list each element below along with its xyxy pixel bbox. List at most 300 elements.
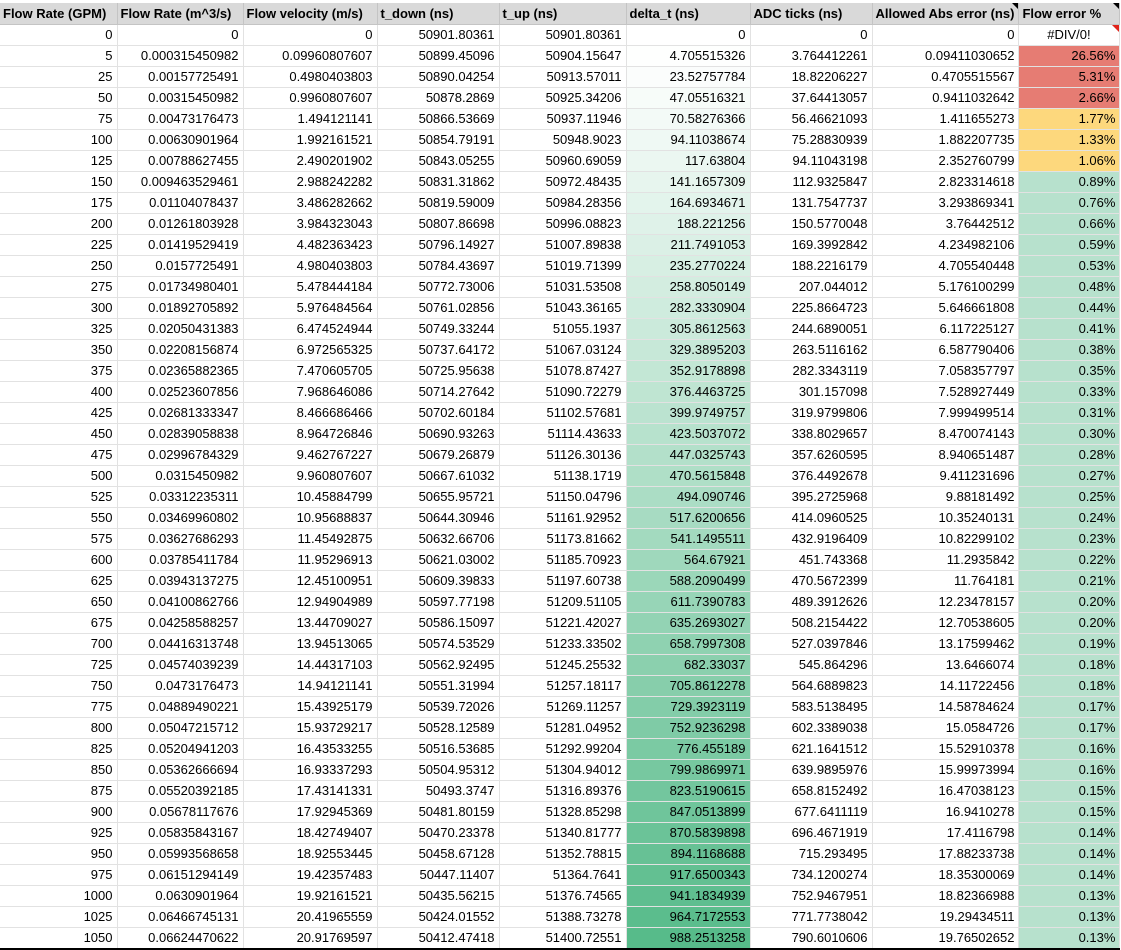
cell-flow-error-percent[interactable] [1019, 529, 1120, 550]
cell-t-down[interactable] [377, 151, 499, 172]
cell-flow-rate-m3s[interactable] [117, 256, 243, 277]
cell-t-up[interactable] [499, 802, 626, 823]
cell-flow-velocity[interactable] [243, 571, 377, 592]
cell-adc-ticks[interactable] [750, 382, 872, 403]
cell-adc-ticks[interactable] [750, 907, 872, 928]
cell-allowed-abs-error[interactable] [872, 172, 1019, 193]
cell-allowed-abs-error[interactable] [872, 340, 1019, 361]
cell-allowed-abs-error[interactable] [872, 109, 1019, 130]
cell-delta-t[interactable] [626, 928, 750, 950]
cell-flow-rate-gpm[interactable] [0, 235, 117, 256]
cell-flow-velocity[interactable] [243, 508, 377, 529]
cell-flow-error-percent[interactable] [1019, 739, 1120, 760]
cell-flow-rate-gpm[interactable] [0, 571, 117, 592]
cell-t-down[interactable] [377, 361, 499, 382]
cell-t-up[interactable] [499, 928, 626, 950]
cell-t-up[interactable] [499, 193, 626, 214]
cell-t-down[interactable] [377, 907, 499, 928]
cell-flow-rate-gpm[interactable] [0, 109, 117, 130]
cell-flow-rate-m3s[interactable] [117, 718, 243, 739]
cell-delta-t[interactable] [626, 592, 750, 613]
cell-adc-ticks[interactable] [750, 508, 872, 529]
cell-flow-rate-gpm[interactable] [0, 508, 117, 529]
cell-allowed-abs-error[interactable] [872, 718, 1019, 739]
cell-delta-t[interactable] [626, 382, 750, 403]
cell-delta-t[interactable] [626, 172, 750, 193]
cell-flow-velocity[interactable] [243, 256, 377, 277]
cell-t-up[interactable] [499, 172, 626, 193]
cell-delta-t[interactable] [626, 340, 750, 361]
cell-t-down[interactable] [377, 298, 499, 319]
cell-flow-rate-gpm[interactable] [0, 739, 117, 760]
cell-delta-t[interactable] [626, 151, 750, 172]
cell-flow-velocity[interactable] [243, 928, 377, 950]
cell-flow-velocity[interactable] [243, 529, 377, 550]
cell-flow-rate-m3s[interactable] [117, 109, 243, 130]
cell-flow-rate-gpm[interactable] [0, 445, 117, 466]
cell-t-up[interactable] [499, 214, 626, 235]
cell-flow-rate-m3s[interactable] [117, 172, 243, 193]
cell-t-down[interactable] [377, 760, 499, 781]
cell-adc-ticks[interactable] [750, 193, 872, 214]
cell-delta-t[interactable] [626, 886, 750, 907]
cell-flow-error-percent[interactable] [1019, 151, 1120, 172]
cell-t-up[interactable] [499, 844, 626, 865]
cell-flow-rate-m3s[interactable] [117, 67, 243, 88]
cell-flow-error-percent[interactable] [1019, 361, 1120, 382]
cell-flow-velocity[interactable] [243, 739, 377, 760]
cell-t-up[interactable] [499, 424, 626, 445]
cell-t-up[interactable] [499, 739, 626, 760]
cell-flow-error-percent[interactable] [1019, 823, 1120, 844]
cell-flow-velocity[interactable] [243, 802, 377, 823]
cell-flow-rate-m3s[interactable] [117, 928, 243, 950]
cell-flow-error-percent[interactable] [1019, 466, 1120, 487]
column-header-t-down[interactable]: t_down (ns) [377, 3, 499, 25]
cell-allowed-abs-error[interactable] [872, 214, 1019, 235]
cell-flow-rate-m3s[interactable] [117, 655, 243, 676]
cell-delta-t[interactable] [626, 865, 750, 886]
cell-flow-error-percent[interactable] [1019, 424, 1120, 445]
cell-flow-rate-m3s[interactable] [117, 319, 243, 340]
column-header-t-up[interactable]: t_up (ns) [499, 3, 626, 25]
cell-delta-t[interactable] [626, 214, 750, 235]
cell-delta-t[interactable] [626, 844, 750, 865]
cell-flow-rate-m3s[interactable] [117, 46, 243, 67]
cell-flow-error-percent[interactable] [1019, 592, 1120, 613]
column-header-allowed-abs-error[interactable]: Allowed Abs error (ns) [872, 3, 1019, 25]
cell-flow-error-percent[interactable] [1019, 403, 1120, 424]
cell-flow-rate-m3s[interactable] [117, 802, 243, 823]
cell-flow-rate-m3s[interactable] [117, 529, 243, 550]
cell-t-down[interactable] [377, 697, 499, 718]
cell-flow-rate-gpm[interactable] [0, 382, 117, 403]
cell-flow-error-percent[interactable] [1019, 865, 1120, 886]
cell-flow-rate-m3s[interactable] [117, 508, 243, 529]
cell-allowed-abs-error[interactable] [872, 298, 1019, 319]
cell-t-down[interactable] [377, 235, 499, 256]
cell-adc-ticks[interactable] [750, 760, 872, 781]
cell-t-down[interactable] [377, 613, 499, 634]
cell-allowed-abs-error[interactable] [872, 781, 1019, 802]
cell-t-down[interactable] [377, 46, 499, 67]
cell-flow-velocity[interactable] [243, 67, 377, 88]
cell-flow-rate-gpm[interactable] [0, 214, 117, 235]
cell-t-up[interactable] [499, 550, 626, 571]
cell-t-down[interactable] [377, 886, 499, 907]
cell-t-up[interactable] [499, 403, 626, 424]
cell-flow-error-percent[interactable] [1019, 298, 1120, 319]
cell-flow-rate-gpm[interactable] [0, 151, 117, 172]
cell-t-up[interactable] [499, 382, 626, 403]
cell-flow-velocity[interactable] [243, 130, 377, 151]
cell-adc-ticks[interactable] [750, 487, 872, 508]
cell-flow-rate-m3s[interactable] [117, 88, 243, 109]
cell-t-down[interactable] [377, 550, 499, 571]
cell-flow-error-percent[interactable] [1019, 46, 1120, 67]
cell-adc-ticks[interactable] [750, 25, 872, 46]
cell-flow-rate-m3s[interactable] [117, 676, 243, 697]
cell-flow-velocity[interactable] [243, 151, 377, 172]
cell-flow-rate-m3s[interactable] [117, 613, 243, 634]
cell-flow-velocity[interactable] [243, 298, 377, 319]
cell-flow-rate-m3s[interactable] [117, 25, 243, 46]
cell-flow-rate-m3s[interactable] [117, 487, 243, 508]
cell-adc-ticks[interactable] [750, 151, 872, 172]
cell-t-up[interactable] [499, 67, 626, 88]
cell-flow-rate-m3s[interactable] [117, 781, 243, 802]
cell-flow-rate-gpm[interactable] [0, 46, 117, 67]
cell-allowed-abs-error[interactable] [872, 424, 1019, 445]
cell-flow-velocity[interactable] [243, 361, 377, 382]
cell-flow-rate-gpm[interactable] [0, 886, 117, 907]
cell-t-up[interactable] [499, 823, 626, 844]
cell-flow-velocity[interactable] [243, 109, 377, 130]
cell-flow-velocity[interactable] [243, 613, 377, 634]
cell-flow-velocity[interactable] [243, 214, 377, 235]
cell-adc-ticks[interactable] [750, 109, 872, 130]
cell-t-down[interactable] [377, 781, 499, 802]
cell-flow-rate-gpm[interactable] [0, 907, 117, 928]
cell-allowed-abs-error[interactable] [872, 844, 1019, 865]
cell-t-up[interactable] [499, 697, 626, 718]
cell-delta-t[interactable] [626, 256, 750, 277]
cell-allowed-abs-error[interactable] [872, 130, 1019, 151]
cell-flow-rate-m3s[interactable] [117, 340, 243, 361]
cell-delta-t[interactable] [626, 571, 750, 592]
cell-adc-ticks[interactable] [750, 823, 872, 844]
cell-t-up[interactable] [499, 676, 626, 697]
cell-t-up[interactable] [499, 46, 626, 67]
cell-flow-error-percent[interactable] [1019, 718, 1120, 739]
cell-flow-rate-gpm[interactable] [0, 781, 117, 802]
cell-t-up[interactable] [499, 907, 626, 928]
cell-flow-velocity[interactable] [243, 823, 377, 844]
cell-delta-t[interactable] [626, 319, 750, 340]
cell-adc-ticks[interactable] [750, 424, 872, 445]
cell-allowed-abs-error[interactable] [872, 277, 1019, 298]
cell-t-down[interactable] [377, 634, 499, 655]
cell-t-up[interactable] [499, 445, 626, 466]
cell-delta-t[interactable] [626, 88, 750, 109]
cell-flow-error-percent[interactable] [1019, 277, 1120, 298]
cell-flow-error-percent[interactable] [1019, 634, 1120, 655]
cell-flow-velocity[interactable] [243, 88, 377, 109]
cell-flow-error-percent[interactable] [1019, 340, 1120, 361]
cell-flow-rate-m3s[interactable] [117, 424, 243, 445]
cell-flow-rate-m3s[interactable] [117, 361, 243, 382]
cell-flow-error-percent[interactable] [1019, 67, 1120, 88]
cell-t-up[interactable] [499, 571, 626, 592]
cell-allowed-abs-error[interactable] [872, 319, 1019, 340]
cell-t-down[interactable] [377, 529, 499, 550]
cell-adc-ticks[interactable] [750, 697, 872, 718]
cell-flow-rate-gpm[interactable] [0, 424, 117, 445]
cell-delta-t[interactable] [626, 403, 750, 424]
cell-adc-ticks[interactable] [750, 214, 872, 235]
cell-flow-rate-gpm[interactable] [0, 277, 117, 298]
cell-allowed-abs-error[interactable] [872, 508, 1019, 529]
cell-t-up[interactable] [499, 109, 626, 130]
cell-allowed-abs-error[interactable] [872, 592, 1019, 613]
cell-delta-t[interactable] [626, 718, 750, 739]
cell-allowed-abs-error[interactable] [872, 655, 1019, 676]
cell-t-down[interactable] [377, 445, 499, 466]
cell-flow-rate-gpm[interactable] [0, 193, 117, 214]
column-header-flow-error-percent[interactable]: Flow error % [1019, 3, 1120, 25]
column-header-adc-ticks[interactable]: ADC ticks (ns) [750, 3, 872, 25]
cell-allowed-abs-error[interactable] [872, 739, 1019, 760]
cell-delta-t[interactable] [626, 781, 750, 802]
cell-flow-error-percent[interactable] [1019, 25, 1120, 46]
cell-delta-t[interactable] [626, 760, 750, 781]
cell-flow-velocity[interactable] [243, 886, 377, 907]
cell-t-up[interactable] [499, 319, 626, 340]
cell-flow-error-percent[interactable] [1019, 571, 1120, 592]
cell-allowed-abs-error[interactable] [872, 886, 1019, 907]
cell-t-down[interactable] [377, 592, 499, 613]
cell-flow-rate-m3s[interactable] [117, 382, 243, 403]
cell-flow-velocity[interactable] [243, 487, 377, 508]
cell-flow-error-percent[interactable] [1019, 382, 1120, 403]
cell-flow-error-percent[interactable] [1019, 802, 1120, 823]
cell-flow-error-percent[interactable] [1019, 655, 1120, 676]
cell-flow-velocity[interactable] [243, 550, 377, 571]
cell-allowed-abs-error[interactable] [872, 823, 1019, 844]
cell-flow-error-percent[interactable] [1019, 697, 1120, 718]
cell-flow-rate-gpm[interactable] [0, 130, 117, 151]
cell-flow-rate-gpm[interactable] [0, 802, 117, 823]
cell-t-up[interactable] [499, 361, 626, 382]
cell-flow-velocity[interactable] [243, 466, 377, 487]
cell-t-down[interactable] [377, 865, 499, 886]
cell-allowed-abs-error[interactable] [872, 88, 1019, 109]
column-header-flow-rate-gpm[interactable]: Flow Rate (GPM) [0, 3, 117, 25]
cell-delta-t[interactable] [626, 823, 750, 844]
cell-delta-t[interactable] [626, 67, 750, 88]
cell-flow-rate-m3s[interactable] [117, 466, 243, 487]
cell-delta-t[interactable] [626, 655, 750, 676]
cell-flow-velocity[interactable] [243, 634, 377, 655]
cell-delta-t[interactable] [626, 424, 750, 445]
cell-flow-velocity[interactable] [243, 319, 377, 340]
cell-delta-t[interactable] [626, 466, 750, 487]
cell-flow-velocity[interactable] [243, 844, 377, 865]
cell-adc-ticks[interactable] [750, 592, 872, 613]
cell-flow-velocity[interactable] [243, 235, 377, 256]
cell-flow-velocity[interactable] [243, 697, 377, 718]
cell-t-down[interactable] [377, 130, 499, 151]
cell-t-up[interactable] [499, 298, 626, 319]
cell-flow-velocity[interactable] [243, 445, 377, 466]
cell-flow-rate-m3s[interactable] [117, 151, 243, 172]
cell-adc-ticks[interactable] [750, 718, 872, 739]
cell-adc-ticks[interactable] [750, 403, 872, 424]
cell-flow-rate-m3s[interactable] [117, 823, 243, 844]
cell-flow-error-percent[interactable] [1019, 109, 1120, 130]
cell-delta-t[interactable] [626, 298, 750, 319]
cell-delta-t[interactable] [626, 193, 750, 214]
cell-flow-error-percent[interactable] [1019, 844, 1120, 865]
cell-flow-rate-m3s[interactable] [117, 907, 243, 928]
cell-flow-error-percent[interactable] [1019, 508, 1120, 529]
cell-flow-rate-gpm[interactable] [0, 487, 117, 508]
cell-flow-error-percent[interactable] [1019, 88, 1120, 109]
cell-flow-error-percent[interactable] [1019, 613, 1120, 634]
cell-t-up[interactable] [499, 235, 626, 256]
cell-t-down[interactable] [377, 739, 499, 760]
cell-adc-ticks[interactable] [750, 865, 872, 886]
cell-t-down[interactable] [377, 340, 499, 361]
cell-delta-t[interactable] [626, 613, 750, 634]
cell-delta-t[interactable] [626, 109, 750, 130]
cell-t-up[interactable] [499, 466, 626, 487]
cell-flow-rate-gpm[interactable] [0, 172, 117, 193]
cell-flow-error-percent[interactable] [1019, 550, 1120, 571]
cell-t-up[interactable] [499, 886, 626, 907]
cell-t-up[interactable] [499, 655, 626, 676]
cell-adc-ticks[interactable] [750, 256, 872, 277]
cell-flow-velocity[interactable] [243, 781, 377, 802]
cell-flow-velocity[interactable] [243, 25, 377, 46]
cell-delta-t[interactable] [626, 907, 750, 928]
cell-flow-error-percent[interactable] [1019, 319, 1120, 340]
cell-flow-rate-gpm[interactable] [0, 676, 117, 697]
cell-t-down[interactable] [377, 487, 499, 508]
cell-flow-velocity[interactable] [243, 592, 377, 613]
cell-flow-rate-gpm[interactable] [0, 319, 117, 340]
cell-flow-rate-gpm[interactable] [0, 697, 117, 718]
cell-flow-error-percent[interactable] [1019, 676, 1120, 697]
cell-allowed-abs-error[interactable] [872, 25, 1019, 46]
cell-delta-t[interactable] [626, 130, 750, 151]
cell-allowed-abs-error[interactable] [872, 571, 1019, 592]
cell-allowed-abs-error[interactable] [872, 760, 1019, 781]
cell-t-up[interactable] [499, 592, 626, 613]
cell-flow-rate-gpm[interactable] [0, 466, 117, 487]
cell-allowed-abs-error[interactable] [872, 613, 1019, 634]
cell-t-down[interactable] [377, 571, 499, 592]
cell-flow-error-percent[interactable] [1019, 172, 1120, 193]
cell-flow-error-percent[interactable] [1019, 928, 1120, 950]
cell-adc-ticks[interactable] [750, 340, 872, 361]
cell-adc-ticks[interactable] [750, 46, 872, 67]
cell-t-down[interactable] [377, 214, 499, 235]
cell-flow-velocity[interactable] [243, 172, 377, 193]
comment-indicator-icon[interactable] [1012, 3, 1018, 9]
cell-adc-ticks[interactable] [750, 235, 872, 256]
cell-delta-t[interactable] [626, 550, 750, 571]
cell-flow-rate-m3s[interactable] [117, 403, 243, 424]
cell-t-down[interactable] [377, 508, 499, 529]
cell-flow-error-percent[interactable] [1019, 781, 1120, 802]
cell-flow-rate-gpm[interactable] [0, 550, 117, 571]
cell-flow-error-percent[interactable] [1019, 907, 1120, 928]
cell-t-up[interactable] [499, 865, 626, 886]
cell-adc-ticks[interactable] [750, 172, 872, 193]
cell-flow-error-percent[interactable] [1019, 130, 1120, 151]
cell-allowed-abs-error[interactable] [872, 907, 1019, 928]
cell-t-down[interactable] [377, 382, 499, 403]
cell-delta-t[interactable] [626, 235, 750, 256]
cell-adc-ticks[interactable] [750, 298, 872, 319]
cell-adc-ticks[interactable] [750, 613, 872, 634]
cell-adc-ticks[interactable] [750, 130, 872, 151]
cell-t-down[interactable] [377, 256, 499, 277]
cell-allowed-abs-error[interactable] [872, 865, 1019, 886]
cell-allowed-abs-error[interactable] [872, 361, 1019, 382]
cell-flow-rate-gpm[interactable] [0, 403, 117, 424]
cell-flow-error-percent[interactable] [1019, 214, 1120, 235]
cell-flow-error-percent[interactable] [1019, 193, 1120, 214]
cell-flow-error-percent[interactable] [1019, 256, 1120, 277]
cell-adc-ticks[interactable] [750, 88, 872, 109]
cell-delta-t[interactable] [626, 487, 750, 508]
cell-t-down[interactable] [377, 319, 499, 340]
cell-allowed-abs-error[interactable] [872, 46, 1019, 67]
cell-adc-ticks[interactable] [750, 571, 872, 592]
cell-flow-rate-m3s[interactable] [117, 277, 243, 298]
cell-delta-t[interactable] [626, 676, 750, 697]
cell-t-down[interactable] [377, 277, 499, 298]
cell-flow-rate-m3s[interactable] [117, 235, 243, 256]
cell-flow-velocity[interactable] [243, 340, 377, 361]
cell-flow-rate-m3s[interactable] [117, 634, 243, 655]
cell-t-up[interactable] [499, 256, 626, 277]
cell-flow-rate-gpm[interactable] [0, 25, 117, 46]
column-header-delta-t[interactable]: delta_t (ns) [626, 3, 750, 25]
cell-flow-velocity[interactable] [243, 865, 377, 886]
cell-flow-rate-m3s[interactable] [117, 760, 243, 781]
cell-allowed-abs-error[interactable] [872, 67, 1019, 88]
cell-allowed-abs-error[interactable] [872, 487, 1019, 508]
cell-delta-t[interactable] [626, 508, 750, 529]
cell-adc-ticks[interactable] [750, 802, 872, 823]
cell-t-down[interactable] [377, 403, 499, 424]
cell-adc-ticks[interactable] [750, 676, 872, 697]
cell-delta-t[interactable] [626, 634, 750, 655]
cell-flow-rate-m3s[interactable] [117, 739, 243, 760]
cell-flow-rate-m3s[interactable] [117, 214, 243, 235]
cell-flow-velocity[interactable] [243, 424, 377, 445]
cell-flow-velocity[interactable] [243, 718, 377, 739]
cell-flow-rate-m3s[interactable] [117, 445, 243, 466]
cell-flow-rate-m3s[interactable] [117, 130, 243, 151]
cell-t-down[interactable] [377, 109, 499, 130]
cell-t-down[interactable] [377, 67, 499, 88]
cell-flow-rate-m3s[interactable] [117, 697, 243, 718]
cell-adc-ticks[interactable] [750, 529, 872, 550]
